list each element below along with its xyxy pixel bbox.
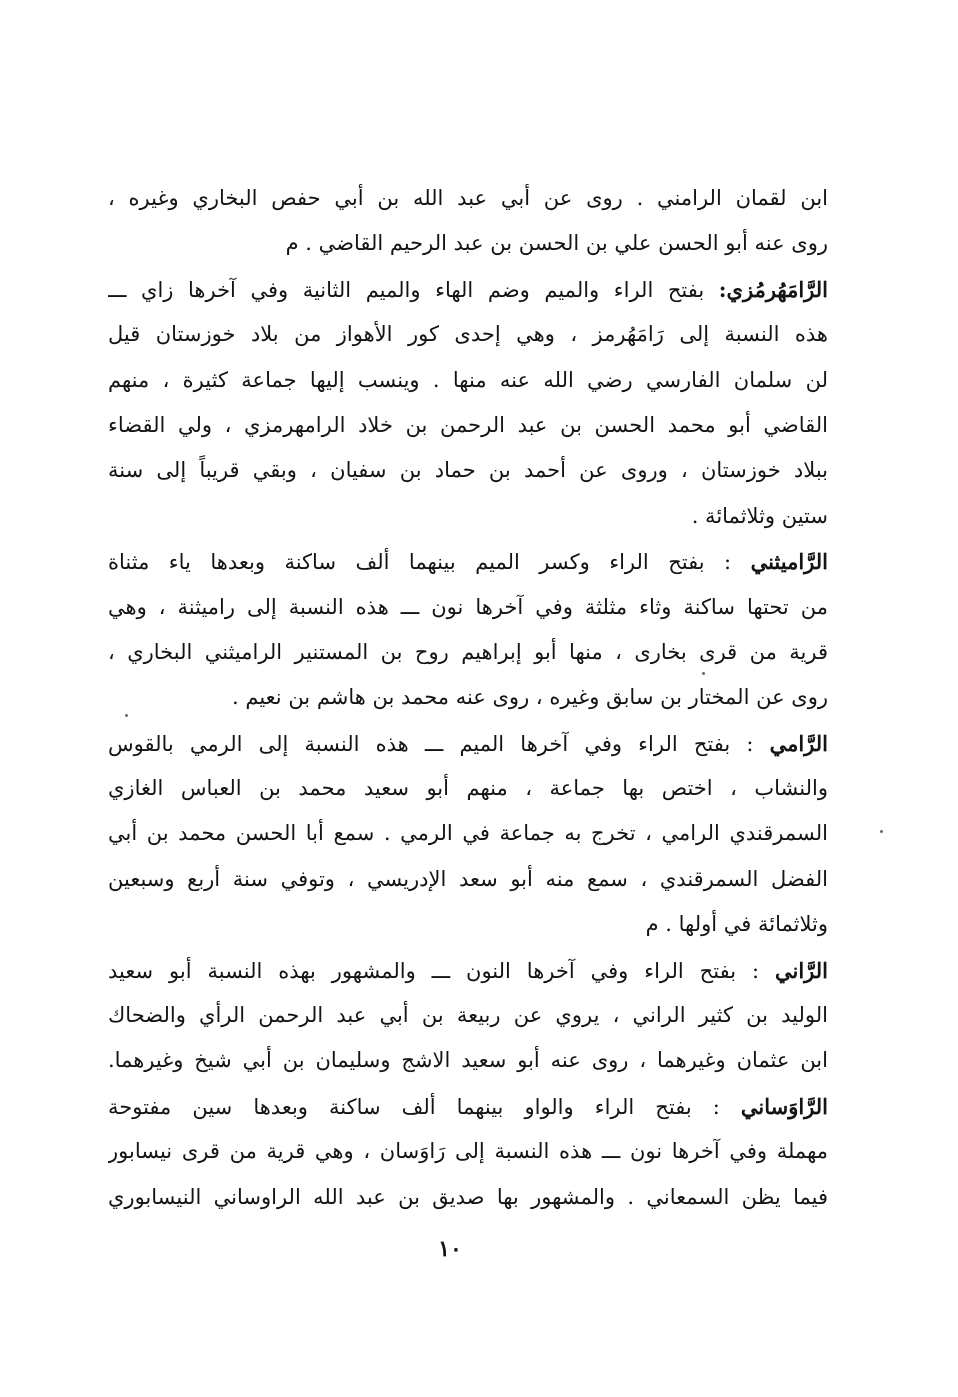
scan-speck [125,714,128,717]
text-line: مهملة وفي آخرها نون ـــ هذه النسبة إلى رَاوَسان ، وهي قرية من قرى نيسابور [108,1139,828,1164]
entry-line: الرَّامي : بفتح الراء وفي آخرها الميم ـــ هذه النسبة إلى الرمي بالقوس [108,730,828,756]
entry-heading: الرَّامي [769,730,828,756]
text-line: ببلاد خوزستان ، وروى عن أحمد بن حماد بن سفيان ، وبقي قريباً إلى سنة [108,458,828,483]
body-text [108,176,828,1220]
text-line: فيما يظن السمعاني . والمشهور بها صديق بن عبد الله الراوساني النيسابوري [108,1184,828,1209]
text-line: القاضي أبو محمد الحسن بن عبد الرحمن بن خلاد الرامهرمزي ، ولي القضاء [108,412,828,437]
entry-line: الرَّامَهُرمُزي: بفتح الراء والميم وضم الهاء والميم الثانية وفي آخرها زاي ـــ [108,276,828,302]
text-line: روى عنه أبو الحسن علي بن الحسن بن عبد الرحيم القاضي . م [285,231,828,256]
scan-speck [702,672,705,675]
entry-heading: الرَّامَهُرمُزي: [718,276,828,302]
entry-heading: الرَّاوَساني [740,1093,828,1119]
page-number: ١٠ [438,1236,462,1262]
entry-line: الرَّاميثني : بفتح الراء وكسر الميم بينهما ألف ساكنة وبعدها ياء مثناة [108,549,828,575]
entry-line: الرَّاوَساني : بفتح الراء والواو بينهما ألف ساكنة وبعدها سين مفتوحة [108,1093,828,1119]
entry-heading: الرَّاني [774,957,828,983]
text-line: وثلاثمائة في أولها . م [645,912,828,937]
entry-line: الرَّاني : بفتح الراء وفي آخرها النون ـــ والمشهور بهذه النسبة أبو سعيد [108,957,828,983]
text-line: لن سلمان الفارسي رضي الله عنه منها . وينسب إليها جماعة كثيرة ، منهم [108,367,828,392]
scan-speck [880,830,883,833]
text-line: قرية من قرى بخارى ، منها أبو إبراهيم روح بن المستنير الراميثني البخاري ، [108,639,828,664]
text-line: والنشاب ، اختص بها جماعة ، منهم أبو سعيد محمد بن العباس الغازي [108,776,828,801]
text-line: الوليد بن كثير الراني ، يروي عن ربيعة بن أبي عبد الرحمن الرأي والضحاك [108,1003,828,1028]
entry-heading: الرَّاميثني [750,549,828,575]
text-line: ابن عثمان وغيرهما ، روى عنه أبو سعيد الاشج وسليمان بن أبي شيخ وغيرهما. [108,1048,828,1073]
text-line: ابن لقمان الرامني . روى عن أبي عبد الله بن أبي حفص البخاري وغيره ، [108,186,828,210]
text-line: هذه النسبة إلى رَامَهُرمز ، وهي إحدى كور الأهواز من بلاد خوزستان قيل [108,322,828,347]
text-line: الفضل السمرقندي ، سمع منه أبو سعد الإدريسي ، وتوفي سنة أربع وسبعين [108,866,828,891]
text-line: ستين وثلاثمائة . [691,503,828,528]
text-line: روى عن المختار بن سابق وغيره ، روى عنه محمد بن هاشم بن نعيم . [232,685,828,710]
text-line: السمرقندي الرامي ، تخرج به جماعة في الرمي . سمع أبا الحسن محمد بن أبي [108,821,828,846]
text-line: من تحتها ساكنة وثاء مثلثة وفي آخرها نون ـــ هذه النسبة إلى راميثنة ، وهي [108,594,828,619]
